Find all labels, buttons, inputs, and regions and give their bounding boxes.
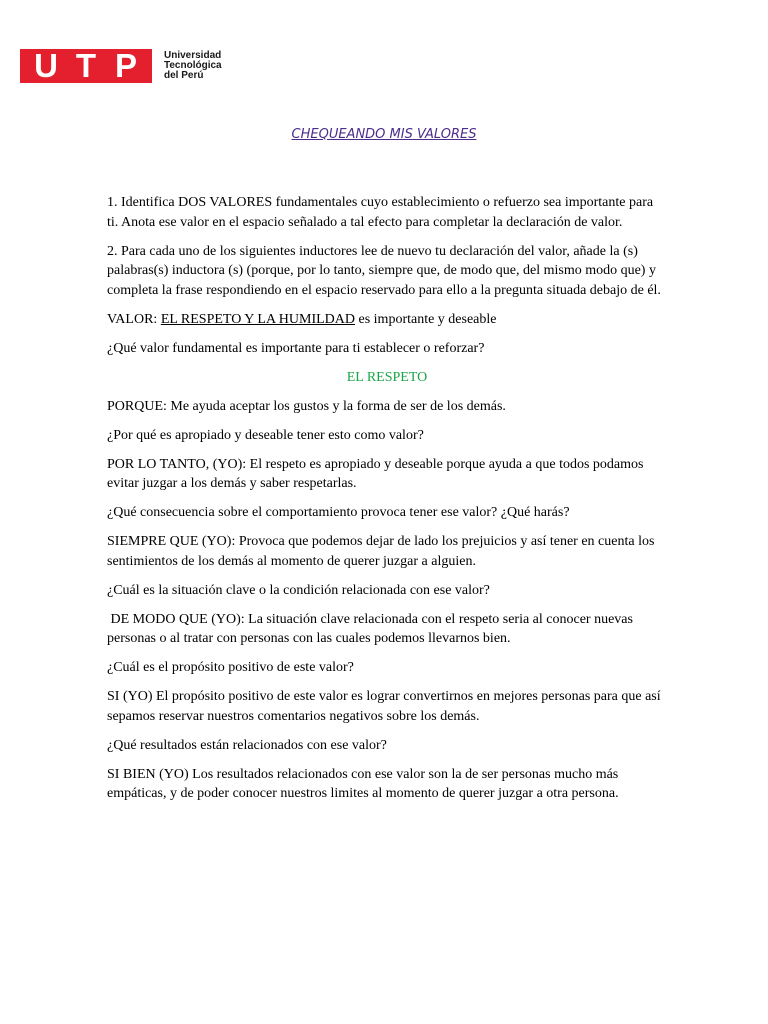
logo-letter-u: U <box>34 47 58 84</box>
valor-prefix: VALOR: <box>107 311 161 327</box>
question-1: ¿Qué valor fundamental es importante para ti establecer o reforzar? <box>107 340 485 356</box>
logo-red-block <box>20 49 152 83</box>
valor-value: EL RESPETO Y LA HUMILDAD <box>160 311 355 327</box>
question-6: ¿Qué resultados están relacionados con ese valor? <box>107 737 387 753</box>
logo-letter-t: T <box>75 47 97 84</box>
siempre-que-paragraph: SIEMPRE QUE (YO): Provoca que podemos dejar de lado los prejuicios y así tener en cuenta los sentimientos de los demás al momento de querer juzgar a alguien. <box>107 534 655 569</box>
instruction-2: 2. Para cada uno de los siguientes inductores lee de nuevo tu declaración del valor, añade la (s) palabras(s) inductora (s) (porque, por lo tanto, siempre que, de modo que, del mismo modo que) y completa la frase respondiendo en el espacio reservado para ello a la pregunta situada debajo de él. <box>107 243 661 298</box>
document-body <box>107 193 667 813</box>
question-2: ¿Por qué es apropiado y deseable tener esto como valor? <box>107 427 424 443</box>
por-lo-tanto-paragraph: POR LO TANTO, (YO): El respeto es apropiado y deseable porque ayuda a que todos podamos evitar juzgar a los demás y saber respetarlas. <box>107 456 644 491</box>
question-3: ¿Qué consecuencia sobre el comportamiento provoca tener ese valor? ¿Qué harás? <box>107 505 570 520</box>
instruction-1: 1. Identifica DOS VALORES fundamentales cuyo establecimiento o refuerzo sea importante para ti. Anota ese valor en el espacio señalado a tal efecto para completar la declaración de valor. <box>107 195 654 230</box>
porque-paragraph: PORQUE: Me ayuda aceptar los gustos y la forma de ser de los demás. <box>107 398 506 414</box>
logo-university-name <box>164 51 222 81</box>
document-title: CHEQUEANDO MIS VALORES <box>291 127 477 142</box>
answer-1: EL RESPETO <box>346 369 428 385</box>
logo-letter-p: P <box>114 47 137 84</box>
si-yo-paragraph: SI (YO) El propósito positivo de este valor es lograr convertirnos en mejores personas para que así sepamos reservar nuestros comentarios negativos sobre los demás. <box>107 689 661 724</box>
logo-line-2: Tecnológica <box>164 60 222 71</box>
si-bien-paragraph: SI BIEN (YO) Los resultados relacionados con ese valor son la de ser personas mucho más empáticas, y de poder conocer nuestros limites al momento de querer juzgar a otra persona. <box>107 766 619 801</box>
valor-suffix: es importante y deseable <box>355 311 497 327</box>
question-5: ¿Cuál es el propósito positivo de este valor? <box>107 660 354 675</box>
question-4: ¿Cuál es la situación clave o la condición relacionada con ese valor? <box>107 582 490 598</box>
de-modo-que-paragraph: DE MODO QUE (YO): La situación clave relacionada con el respeto seria al conocer nuevas personas o al tratar con personas con las cuales podemos llevarnos bien. <box>107 611 637 646</box>
logo-line-1: Universidad <box>164 50 222 61</box>
logo-line-3: del Perú <box>164 70 204 81</box>
utp-logo <box>20 49 222 83</box>
valor-statement <box>107 310 667 330</box>
